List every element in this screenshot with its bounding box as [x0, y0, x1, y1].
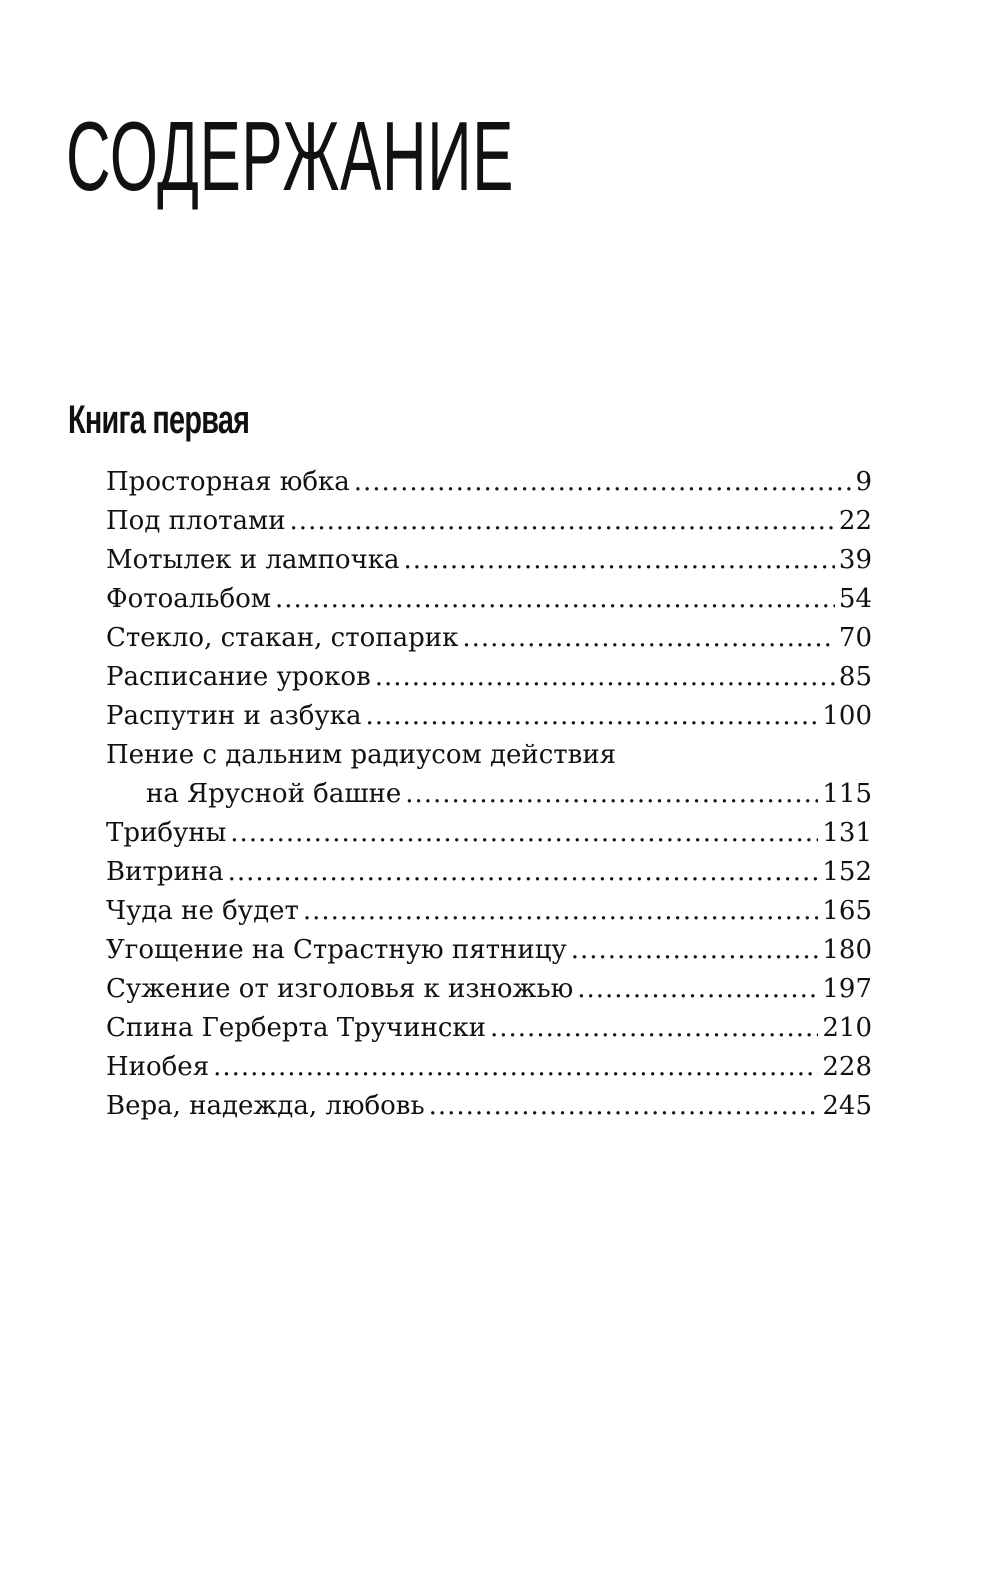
dot-leader — [354, 463, 852, 502]
dot-leader — [490, 1009, 818, 1048]
toc-entry[interactable] — [106, 619, 872, 658]
toc-entry[interactable] — [106, 814, 872, 853]
dot-leader — [375, 658, 835, 697]
dot-leader — [462, 619, 835, 658]
dot-leader — [405, 775, 818, 814]
toc-entry-title: Вера, надежда, любовь — [106, 1091, 425, 1121]
toc-entry-title: Стекло, стакан, стопарик — [106, 623, 459, 653]
toc-entry-title: Распутин и азбука — [106, 701, 362, 731]
toc-entry-title: Мотылек и лампочка — [106, 545, 400, 575]
toc-entry[interactable] — [106, 931, 872, 970]
toc-entry-page: 245 — [822, 1091, 872, 1121]
dot-leader — [577, 970, 818, 1009]
toc-entry-title: Фотоальбом — [106, 584, 271, 614]
toc-entry-page: 180 — [822, 935, 872, 965]
toc-entry[interactable] — [106, 541, 872, 580]
toc-entry-page: 22 — [838, 506, 872, 536]
toc-entry-page: 9 — [855, 467, 872, 497]
toc-entry-title: Ниобея — [106, 1052, 210, 1082]
dot-leader — [571, 931, 819, 970]
toc-entry[interactable] — [106, 502, 872, 541]
dot-leader — [365, 697, 818, 736]
dot-leader — [213, 1048, 818, 1087]
dot-leader — [290, 502, 835, 541]
toc-entry-page: 131 — [822, 818, 872, 848]
toc-entry-page: 100 — [822, 701, 872, 731]
toc-entry-page: 152 — [822, 857, 872, 887]
toc-entry-page: 115 — [822, 779, 872, 809]
toc-entry[interactable] — [106, 1009, 872, 1048]
toc-entry-title: Трибуны — [106, 818, 227, 848]
table-of-contents — [106, 463, 872, 1126]
toc-entry-page: 165 — [822, 896, 872, 926]
dot-leader — [303, 892, 818, 931]
toc-entry-title: Расписание уроков — [106, 662, 371, 692]
toc-entry[interactable] — [106, 892, 872, 931]
toc-entry-page: 39 — [838, 545, 872, 575]
toc-entry-title-cont: на Ярусной башне — [146, 779, 402, 809]
toc-entry[interactable] — [106, 736, 872, 775]
toc-entry-title: Угощение на Страстную пятницу — [106, 935, 567, 965]
dot-leader — [404, 541, 835, 580]
toc-entry[interactable] — [106, 580, 872, 619]
toc-entry-page: 85 — [838, 662, 872, 692]
toc-entry[interactable] — [106, 853, 872, 892]
page-title: СОДЕРЖАНИЕ — [66, 101, 515, 211]
dot-leader — [230, 814, 818, 853]
toc-entry-page: 197 — [822, 974, 872, 1004]
toc-entry-title: Просторная юбка — [106, 467, 350, 497]
toc-entry-title: Под плотами — [106, 506, 286, 536]
toc-entry[interactable] — [106, 970, 872, 1009]
dot-leader — [228, 853, 819, 892]
toc-entry[interactable] — [106, 1087, 872, 1126]
toc-entry[interactable] — [106, 463, 872, 502]
toc-entry[interactable] — [106, 1048, 872, 1087]
toc-entry-title: Сужение от изголовья к изножью — [106, 974, 574, 1004]
toc-entry[interactable] — [106, 775, 872, 814]
toc-entry[interactable] — [106, 658, 872, 697]
toc-entry-title: Пение с дальним радиусом действия — [106, 740, 617, 770]
section-heading: Книга первая — [68, 398, 250, 442]
toc-entry-title: Витрина — [106, 857, 224, 887]
toc-entry-page: 210 — [822, 1013, 872, 1043]
toc-entry-page: 228 — [822, 1052, 872, 1082]
toc-entry[interactable] — [106, 697, 872, 736]
dot-leader — [275, 580, 835, 619]
toc-entry-page: 54 — [838, 584, 872, 614]
toc-entry-title: Спина Герберта Тручински — [106, 1013, 486, 1043]
toc-entry-page: 70 — [838, 623, 872, 653]
dot-leader — [429, 1087, 819, 1126]
toc-entry-title: Чуда не будет — [106, 896, 299, 926]
